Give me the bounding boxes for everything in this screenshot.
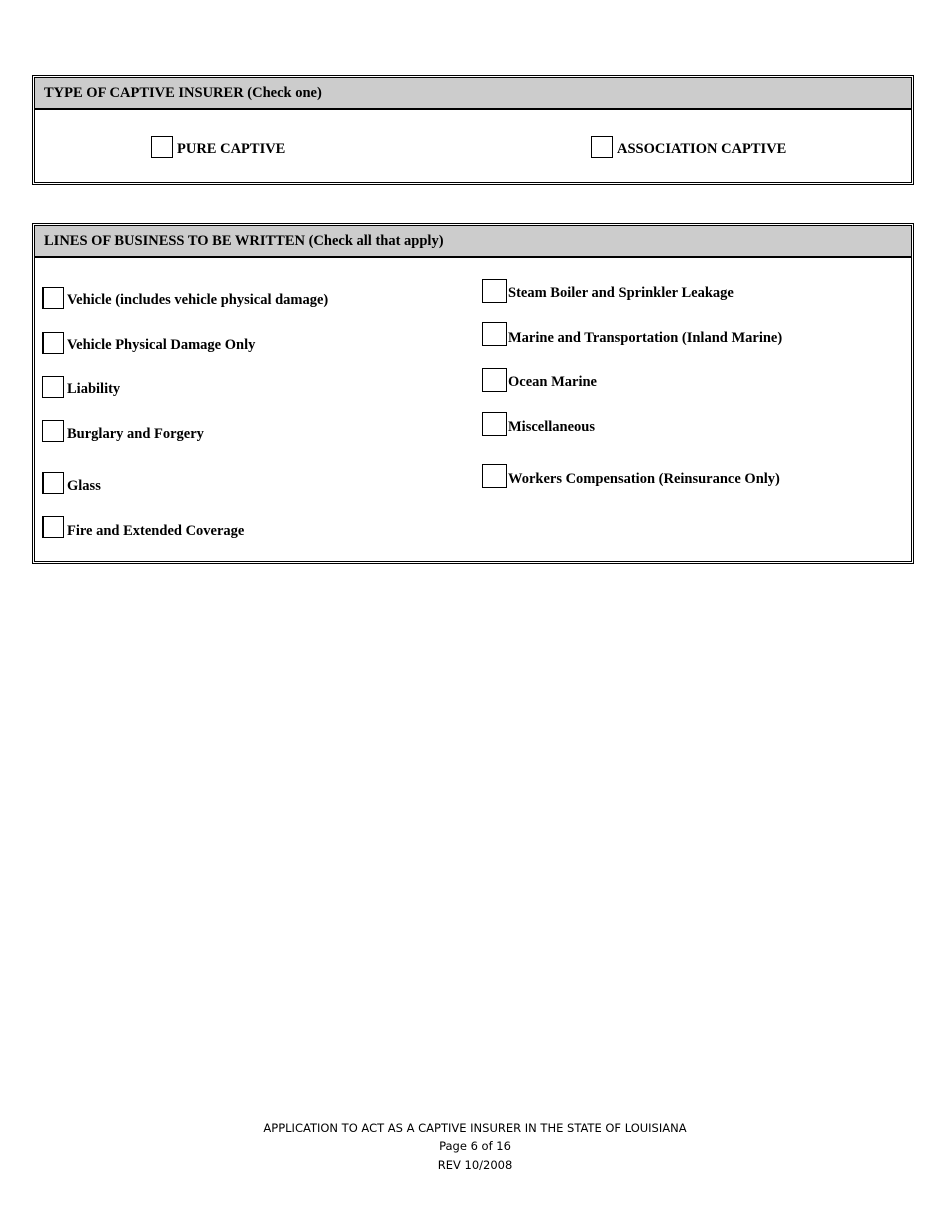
fire-extended-coverage-checkbox[interactable]	[42, 516, 64, 538]
liability-label: Liability	[67, 381, 121, 397]
footer-page-number: Page 6 of 16	[439, 1139, 511, 1153]
miscellaneous-checkbox[interactable]	[482, 412, 507, 436]
association-captive-checkbox[interactable]	[591, 136, 613, 158]
miscellaneous-label: Miscellaneous	[508, 419, 595, 435]
liability-checkbox[interactable]	[42, 376, 64, 398]
lines-of-business-header: LINES OF BUSINESS TO BE WRITTEN (Check all that apply)	[35, 226, 911, 258]
ocean-marine-checkbox[interactable]	[482, 368, 507, 392]
vehicle-physical-damage-checkbox[interactable]	[42, 332, 64, 354]
vehicle-physical-damage-label: Vehicle Physical Damage Only	[67, 337, 256, 353]
steam-boiler-label: Steam Boiler and Sprinkler Leakage	[508, 285, 734, 301]
glass-label: Glass	[67, 478, 101, 494]
captive-type-header: TYPE OF CAPTIVE INSURER (Check one)	[35, 78, 911, 110]
footer-title: APPLICATION TO ACT AS A CAPTIVE INSURER IN THE STATE OF LOUISIANA	[263, 1121, 687, 1135]
fire-extended-coverage-label: Fire and Extended Coverage	[67, 523, 245, 539]
association-captive-label: ASSOCIATION CAPTIVE	[617, 141, 787, 157]
lines-of-business-section	[32, 223, 914, 564]
steam-boiler-checkbox[interactable]	[482, 279, 507, 303]
burglary-forgery-label: Burglary and Forgery	[67, 426, 204, 442]
burglary-forgery-checkbox[interactable]	[42, 420, 64, 442]
inland-marine-checkbox[interactable]	[482, 322, 507, 346]
workers-compensation-checkbox[interactable]	[482, 464, 507, 488]
vehicle-checkbox[interactable]	[42, 287, 64, 309]
ocean-marine-label: Ocean Marine	[508, 374, 597, 390]
captive-type-section	[32, 75, 914, 185]
glass-checkbox[interactable]	[42, 472, 64, 494]
pure-captive-checkbox[interactable]	[151, 136, 173, 158]
footer-revision: REV 10/2008	[437, 1158, 513, 1172]
vehicle-label: Vehicle (includes vehicle physical damage)	[67, 292, 329, 308]
inland-marine-label: Marine and Transportation (Inland Marine)	[508, 330, 783, 346]
workers-compensation-label: Workers Compensation (Reinsurance Only)	[508, 471, 780, 487]
pure-captive-label: PURE CAPTIVE	[177, 141, 286, 157]
